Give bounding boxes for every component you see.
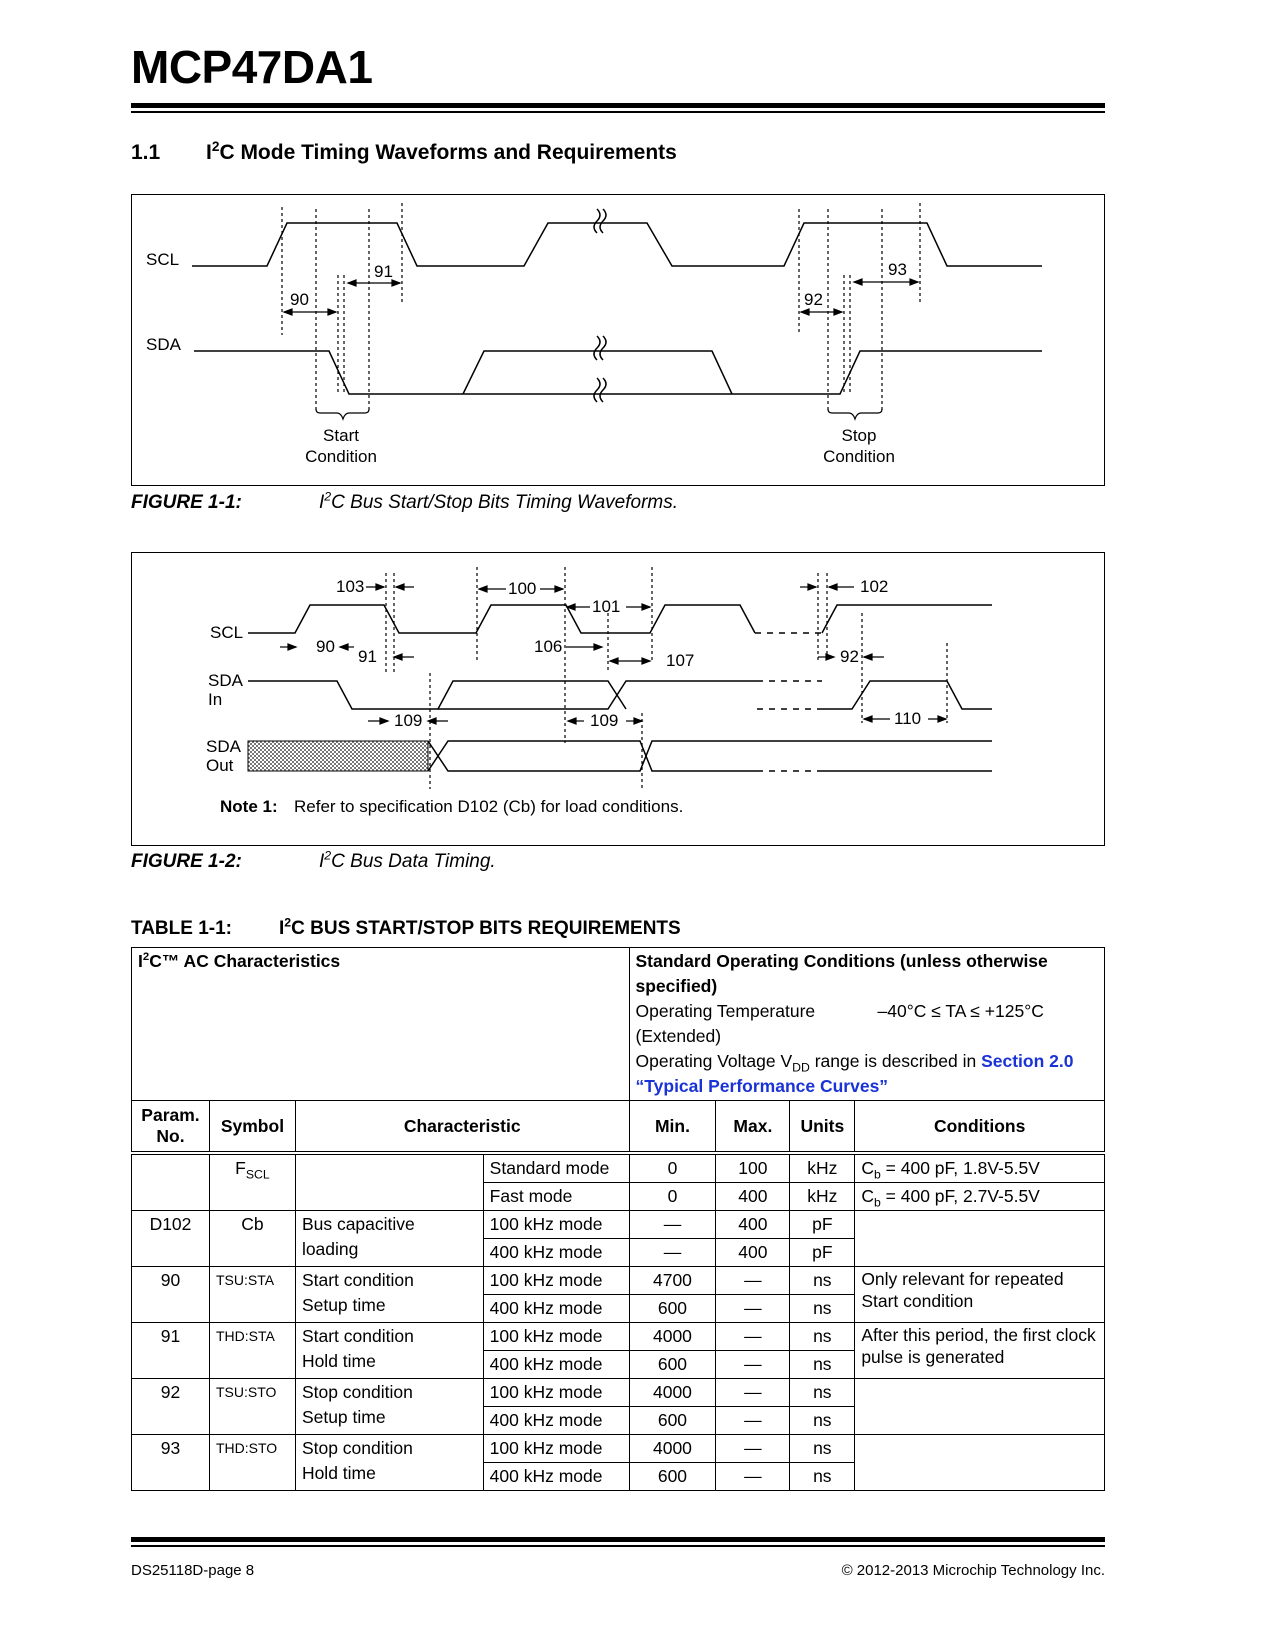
conditions-cell	[855, 1379, 1105, 1435]
header-characteristic: Characteristic	[295, 1101, 629, 1154]
fscl-cond-pre-0: C	[861, 1158, 874, 1178]
table-row	[132, 1153, 1105, 1183]
header-units: Units	[790, 1101, 855, 1154]
fig1-param-91: 91	[374, 262, 393, 281]
fig2-param-100: 100	[508, 579, 537, 598]
fig2-sda-out-label-1: SDA	[206, 737, 241, 756]
fig2-param-110: 110	[894, 709, 922, 728]
characteristic-line-1: Stop condition	[301, 1382, 413, 1402]
min-cell: 600	[629, 1351, 716, 1379]
figure-1-1-caption-post: C Bus Start/Stop Bits Timing Waveforms.	[331, 492, 679, 513]
fig2-param-109a: 109	[394, 711, 423, 730]
max-cell: 400	[716, 1211, 790, 1239]
max-cell: 400	[716, 1239, 790, 1267]
fscl-symbol-sub: SCL	[245, 1167, 270, 1182]
max-cell: —	[716, 1323, 790, 1351]
max-cell: —	[716, 1267, 790, 1295]
fscl-units-1: kHz	[790, 1183, 855, 1211]
sda-waveform-main	[194, 351, 730, 394]
fig1-stop-label-2: Condition	[823, 447, 895, 466]
header-param-line-2: No.	[156, 1126, 185, 1146]
characteristic-cell	[295, 1435, 483, 1491]
figure-1-1-caption-sup: 2	[324, 489, 332, 504]
mode-cell: 400 kHz mode	[483, 1407, 629, 1435]
header-conditions: Conditions	[855, 1101, 1105, 1154]
fig2-param-91: 91	[358, 647, 377, 666]
mode-cell: 400 kHz mode	[483, 1463, 629, 1491]
figure-1-2-caption	[131, 848, 496, 873]
footer-page-id: DS25118D-page 8	[131, 1562, 255, 1579]
characteristic-line-2: loading	[301, 1239, 359, 1259]
mode-cell: 100 kHz mode	[483, 1211, 629, 1239]
ac-title-sup: 2	[142, 951, 150, 964]
units-cell: ns	[790, 1435, 855, 1463]
fscl-cond-post-0: = 400 pF, 1.8V-5.5V	[880, 1158, 1040, 1178]
operating-temperature-label: Operating Temperature	[635, 1001, 816, 1021]
characteristic-cell	[295, 1379, 483, 1435]
mode-cell: 100 kHz mode	[483, 1379, 629, 1407]
fscl-cond-sub-0: b	[873, 1167, 881, 1182]
figure-1-2	[131, 552, 1105, 846]
min-cell: 4700	[629, 1267, 716, 1295]
figure-1-1-caption-pre: I	[319, 492, 325, 513]
min-cell: 4000	[629, 1435, 716, 1463]
min-cell: —	[629, 1239, 716, 1267]
min-cell: 600	[629, 1407, 716, 1435]
param-cell: 90	[132, 1267, 210, 1323]
figure-1-1-label: FIGURE 1-1:	[131, 492, 242, 513]
max-cell: —	[716, 1295, 790, 1323]
table-row	[132, 1379, 1105, 1407]
conditions-cell: After this period, the first clock pulse is generated	[855, 1323, 1105, 1379]
param-cell: 93	[132, 1435, 210, 1491]
fscl-units-0: kHz	[790, 1153, 855, 1183]
table-row	[132, 1323, 1105, 1351]
fscl-mode-1: Fast mode	[483, 1183, 629, 1211]
fig2-reference-lines	[386, 567, 947, 789]
conditions-cell: Only relevant for repeated Start condition	[855, 1267, 1105, 1323]
fig1-start-label-2: Condition	[305, 447, 377, 466]
min-cell: —	[629, 1211, 716, 1239]
sda-out-hatched-region	[248, 741, 428, 771]
sda-waveform-stop	[730, 351, 1042, 394]
conditions-cell	[855, 1211, 1105, 1267]
fig2-scl-end	[822, 605, 992, 633]
reference-lines	[282, 203, 920, 411]
characteristic-line-1: Stop condition	[301, 1438, 413, 1458]
fscl-symbol-main: F	[235, 1158, 246, 1178]
units-cell: ns	[790, 1463, 855, 1491]
fscl-mode-0: Standard mode	[483, 1153, 629, 1183]
section-heading	[131, 141, 677, 165]
fig2-sda-in-stop	[822, 681, 992, 709]
characteristic-line-2: Hold time	[301, 1463, 376, 1483]
fscl-max-0: 100	[716, 1153, 790, 1183]
mode-cell: 100 kHz mode	[483, 1267, 629, 1295]
units-cell: pF	[790, 1211, 855, 1239]
fig1-stop-label-1: Stop	[841, 426, 877, 445]
table-1-1-label: TABLE 1-1:	[131, 918, 232, 939]
operating-temperature-line	[636, 999, 1099, 1049]
operating-voltage-pre: Operating Voltage V	[635, 1051, 793, 1071]
max-cell: —	[716, 1463, 790, 1491]
figure-1-1-caption	[131, 489, 679, 514]
fscl-min-0: 0	[629, 1153, 716, 1183]
fig1-start-label-1: Start	[323, 426, 359, 445]
data-timing-waveform	[132, 553, 1104, 845]
table-1-1-title	[131, 915, 681, 940]
standard-conditions-cell	[629, 948, 1105, 1101]
fig1-scl-label: SCL	[146, 250, 180, 269]
fig2-note-label: Note 1:	[220, 797, 278, 816]
section-title-pre: I	[206, 141, 212, 164]
figure-1-2-caption-pre: I	[319, 851, 325, 872]
table-title-pre: I	[279, 918, 285, 939]
units-cell: ns	[790, 1267, 855, 1295]
table-row	[132, 1211, 1105, 1239]
units-cell: ns	[790, 1323, 855, 1351]
fscl-conditions-0	[855, 1153, 1105, 1183]
fig2-sda-out-label-2: Out	[206, 756, 234, 775]
section-2-link[interactable]: Section 2.0 “Typical Performance Curves”	[635, 1051, 1074, 1096]
conditions-cell	[855, 1435, 1105, 1491]
section-number: 1.1	[131, 141, 161, 164]
units-cell: ns	[790, 1351, 855, 1379]
symbol-cell: THD:STO	[209, 1435, 295, 1491]
figure-1-1	[131, 194, 1105, 486]
operating-voltage-line	[636, 1049, 1099, 1099]
break-marks	[594, 209, 606, 402]
header-rule-thin	[131, 111, 1105, 113]
header-param-line-1: Param.	[141, 1105, 200, 1125]
fig2-param-101: 101	[592, 597, 621, 616]
table-row	[132, 1435, 1105, 1463]
characteristic-line-1: Start condition	[301, 1270, 414, 1290]
symbol-cell: TSU:STO	[209, 1379, 295, 1435]
fig2-scl-label: SCL	[210, 623, 244, 642]
min-cell: 4000	[629, 1323, 716, 1351]
max-cell: —	[716, 1351, 790, 1379]
units-cell: ns	[790, 1295, 855, 1323]
footer-copyright: © 2012-2013 Microchip Technology Inc.	[841, 1562, 1105, 1579]
characteristic-line-2: Setup time	[301, 1295, 386, 1315]
fig2-sda-in-label-2: In	[208, 690, 223, 709]
fig2-param-109b: 109	[590, 711, 619, 730]
max-cell: —	[716, 1379, 790, 1407]
fscl-max-1: 400	[716, 1183, 790, 1211]
table-title-sup: 2	[284, 915, 292, 930]
requirements-table	[131, 947, 1105, 1491]
mode-cell: 100 kHz mode	[483, 1435, 629, 1463]
units-cell: pF	[790, 1239, 855, 1267]
table-row	[132, 1267, 1105, 1295]
characteristic-line-2: Hold time	[301, 1351, 376, 1371]
header-min: Min.	[629, 1101, 716, 1154]
param-cell: 92	[132, 1379, 210, 1435]
fscl-cond-pre-1: C	[861, 1186, 874, 1206]
fig1-param-90: 90	[290, 290, 309, 309]
header-symbol: Symbol	[209, 1101, 295, 1154]
operating-voltage-post: range is described in	[809, 1051, 982, 1071]
fscl-param-cell	[132, 1153, 210, 1211]
min-cell: 600	[629, 1295, 716, 1323]
symbol-cell: TSU:STA	[209, 1267, 295, 1323]
header-max: Max.	[716, 1101, 790, 1154]
section-title-post: C Mode Timing Waveforms and Requirements	[219, 141, 677, 164]
start-stop-waveform	[132, 195, 1104, 485]
characteristic-line-1: Bus capacitive	[301, 1214, 415, 1234]
table-conditions-row	[132, 948, 1105, 1101]
ac-title-post: C™ AC Characteristics	[149, 951, 341, 971]
ac-characteristics-cell	[132, 948, 630, 1101]
fig2-param-90: 90	[316, 637, 335, 656]
fig1-param-93: 93	[888, 260, 907, 279]
figure-1-2-label: FIGURE 1-2:	[131, 851, 242, 872]
sda-waveform-pulse	[463, 351, 732, 394]
characteristic-cell	[295, 1267, 483, 1323]
section-title-sup: 2	[211, 139, 220, 154]
fscl-cond-sub-1: b	[873, 1195, 881, 1210]
fscl-cond-post-1: = 400 pF, 2.7V-5.5V	[880, 1186, 1040, 1206]
footer-rule-thin	[131, 1545, 1105, 1547]
fig2-param-103: 103	[336, 577, 365, 596]
document-title: MCP47DA1	[131, 41, 373, 93]
characteristic-line-1: Start condition	[301, 1326, 414, 1346]
param-cell: D102	[132, 1211, 210, 1267]
min-cell: 4000	[629, 1379, 716, 1407]
fscl-conditions-1	[855, 1183, 1105, 1211]
units-cell: ns	[790, 1407, 855, 1435]
fig1-param-92: 92	[804, 290, 823, 309]
fscl-symbol-cell	[209, 1153, 295, 1211]
max-cell: —	[716, 1407, 790, 1435]
footer-rule-thick	[131, 1537, 1105, 1542]
fig2-param-107: 107	[666, 651, 695, 670]
fig2-note-text: Refer to specification D102 (Cb) for load conditions.	[294, 797, 684, 816]
condition-brackets	[316, 409, 882, 419]
fscl-min-1: 0	[629, 1183, 716, 1211]
header-rule-thick	[131, 103, 1105, 108]
header-param	[132, 1101, 210, 1154]
fscl-characteristic-cell	[295, 1153, 483, 1211]
symbol-cell: THD:STA	[209, 1323, 295, 1379]
figure-1-2-caption-post: C Bus Data Timing.	[331, 851, 496, 872]
mode-cell: 400 kHz mode	[483, 1239, 629, 1267]
fig2-param-102: 102	[860, 577, 889, 596]
standard-conditions-title: Standard Operating Conditions (unless otherwise specified)	[635, 951, 1048, 996]
characteristic-cell	[295, 1211, 483, 1267]
operating-voltage-sub: DD	[792, 1060, 810, 1075]
scl-waveform	[192, 223, 1042, 266]
mode-cell: 100 kHz mode	[483, 1323, 629, 1351]
max-cell: —	[716, 1435, 790, 1463]
characteristic-cell	[295, 1323, 483, 1379]
table-header-row	[132, 1101, 1105, 1154]
param-cell: 91	[132, 1323, 210, 1379]
fig2-param-106: 106	[534, 637, 563, 656]
fig1-sda-label: SDA	[146, 335, 181, 354]
figure-1-2-caption-sup: 2	[324, 848, 332, 863]
operating-temperature-value: –40°C ≤ TA ≤ +125°C (Extended)	[635, 1001, 1044, 1046]
fig2-sda-in-waveform	[248, 681, 626, 709]
characteristic-line-2: Setup time	[301, 1407, 386, 1427]
table-title-post: C BUS START/STOP BITS REQUIREMENTS	[291, 918, 681, 939]
units-cell: ns	[790, 1379, 855, 1407]
fig2-param-92: 92	[840, 647, 859, 666]
min-cell: 600	[629, 1463, 716, 1491]
symbol-cell: Cb	[209, 1211, 295, 1267]
ac-title-pre: I	[138, 951, 143, 971]
fig2-scl-waveform	[248, 605, 755, 633]
mode-cell: 400 kHz mode	[483, 1295, 629, 1323]
fig2-sda-in-label-1: SDA	[208, 671, 243, 690]
mode-cell: 400 kHz mode	[483, 1351, 629, 1379]
